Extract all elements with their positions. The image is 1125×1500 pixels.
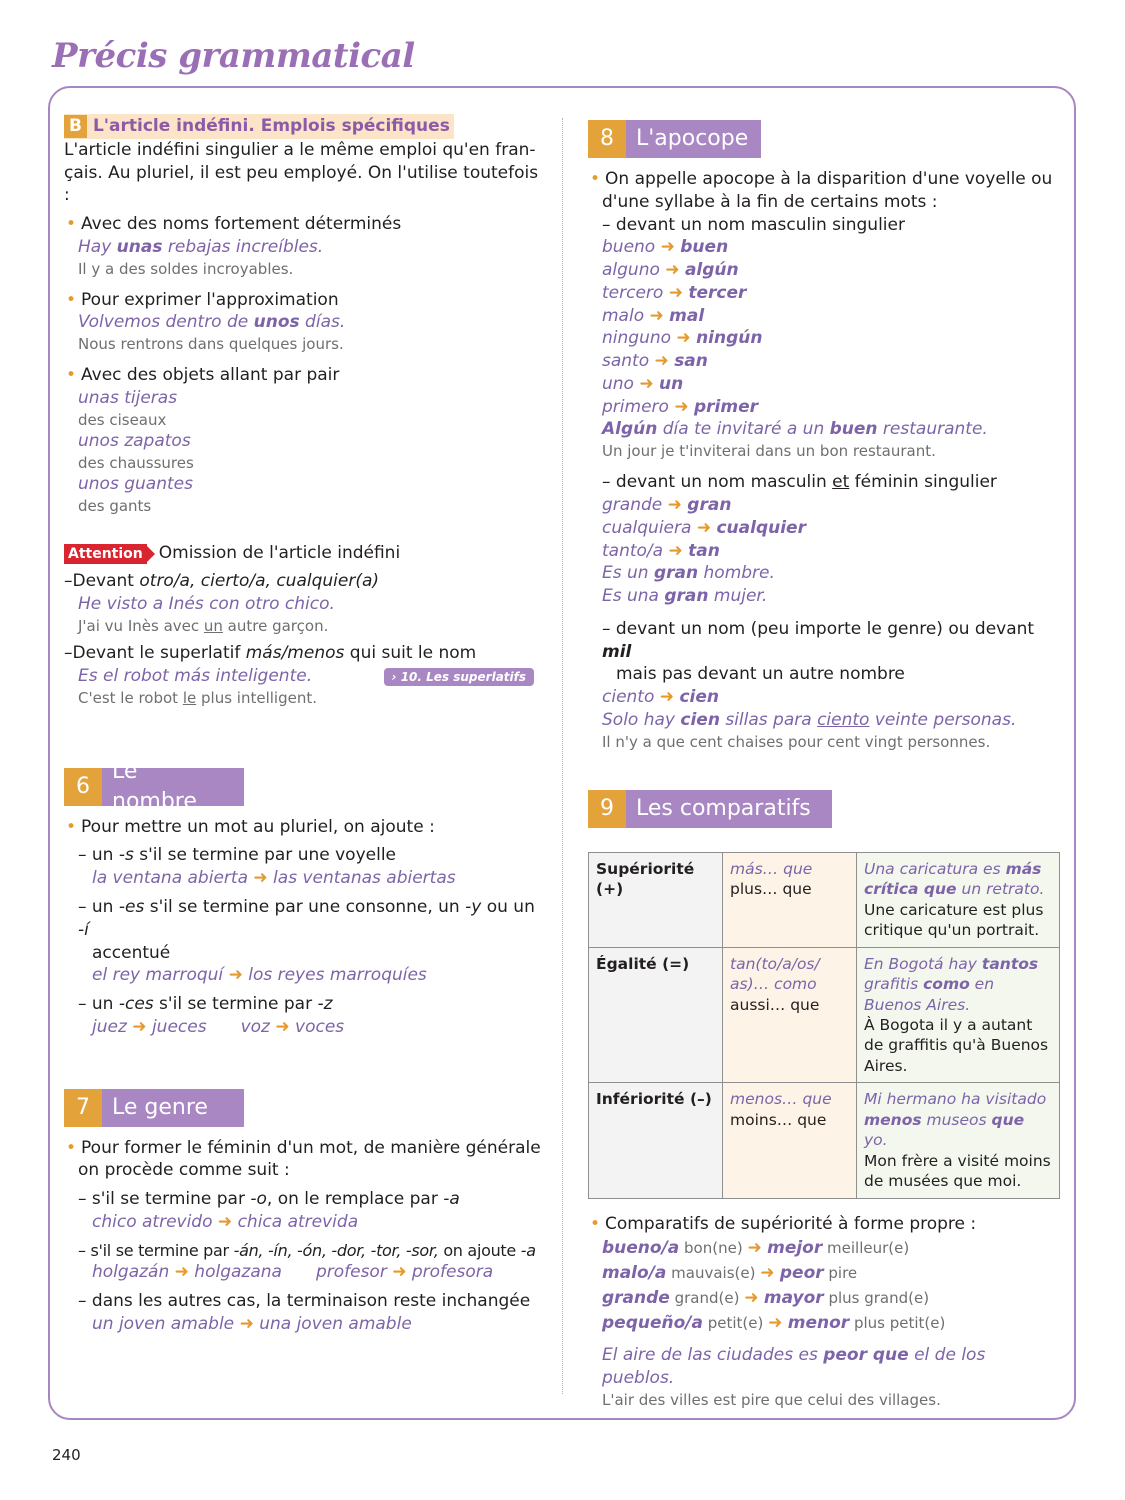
- comparative-form-row: [588, 1262, 1062, 1285]
- rule-line: – s'il se termine par -án, -ín, -ón, -dor, -tor, -sor, on ajoute -a: [78, 1240, 536, 1260]
- example-fr: À Bogota il y a autant de graffitis qu'à Buenos Aires.: [864, 1015, 1049, 1075]
- arrow-icon: ➜: [649, 305, 664, 326]
- example-es: Mi hermano ha visitado menos museos que yo.: [864, 1090, 1047, 1150]
- subsection-b-heading: [64, 114, 454, 139]
- arrow-icon: ➜: [668, 282, 683, 303]
- example-fr: Il n'y a que cent chaises pour cent vingt personnes.: [602, 732, 991, 751]
- intro-line: çais. Au pluriel, il est peu employé. On l'utilise toutefois :: [64, 162, 539, 206]
- section-title: Le nombre: [102, 768, 244, 806]
- form-es: grande: [602, 1287, 670, 1308]
- arrow-icon: ➜: [674, 396, 689, 417]
- page-number: 240: [52, 1446, 81, 1464]
- form-fr: grand(e): [669, 1288, 745, 1307]
- example-fr: Il y a des soldes incroyables.: [78, 259, 294, 278]
- form-fr: plus petit(e): [849, 1313, 946, 1332]
- example-es: un joven amable ➜ una joven amable: [92, 1313, 412, 1334]
- pair-short: primer: [693, 396, 758, 417]
- comparison-example: [857, 947, 1060, 1083]
- apocope-pair: [588, 259, 1062, 282]
- section-number: 6: [64, 768, 102, 806]
- form-fr: meilleur(e): [822, 1239, 910, 1258]
- arrow-icon: ➜: [665, 260, 680, 281]
- comparison-form: [723, 852, 857, 947]
- form-es: pequeño/a: [602, 1312, 703, 1333]
- section-title: L'apocope: [626, 120, 761, 158]
- example-es: Solo hay cien sillas para ciento veinte personas.: [602, 709, 1017, 730]
- example-es: Es una gran mujer.: [602, 586, 768, 607]
- pair-full: cualquiera: [602, 517, 692, 538]
- section-9-heading: [588, 790, 1062, 828]
- pair-short: ningún: [696, 328, 763, 349]
- form-es: tan(to/a/os/ as)… como: [730, 954, 820, 994]
- comparison-example: [857, 852, 1060, 947]
- arrow-icon: ➜: [654, 351, 669, 372]
- apocope-pairs-both: [588, 494, 1062, 562]
- apocope-pair: [588, 327, 1062, 350]
- form-es: menos… que: [730, 1090, 832, 1109]
- pair-full: uno: [602, 373, 634, 394]
- example-es: En Bogotá hay tantos grafitis como en Buenos Aires.: [864, 954, 1039, 1014]
- pair-short: buen: [680, 237, 729, 258]
- comparative-form-row: [588, 1237, 1062, 1260]
- example-es: ciento ➜ cien: [602, 687, 719, 708]
- section-number: 9: [588, 790, 626, 828]
- form-fr: bon(ne): [679, 1239, 748, 1258]
- rule-line: – devant un nom masculin singulier: [602, 214, 905, 235]
- pair-full: tercero: [602, 282, 664, 303]
- rule-bullet: • Avec des noms fortement déterminés: [64, 213, 542, 236]
- table-row: [589, 1083, 1060, 1198]
- example-fr: Mon frère a visité moins de musées que moi.: [864, 1151, 1051, 1191]
- subsection-title: L'article indéfini. Emplois spécifiques: [92, 116, 450, 136]
- apocope-pair: [588, 517, 1062, 540]
- form-fr: petit(e): [702, 1313, 769, 1332]
- example-fr: Un jour je t'inviterai dans un bon restaurant.: [602, 442, 936, 461]
- apocope-pair: [588, 236, 1062, 259]
- pair-short: tan: [688, 540, 720, 561]
- example-es: unas tijeras: [78, 388, 178, 409]
- comparative-form-row: [588, 1312, 1062, 1335]
- attention-box: [64, 542, 542, 565]
- pair-short: tercer: [688, 282, 747, 303]
- form-es: más… que: [730, 859, 813, 878]
- example-fr: L'air des villes est pire que celui des villages.: [602, 1390, 941, 1409]
- comparatifs-table: [588, 852, 1060, 1199]
- section-title: Le genre: [102, 1089, 244, 1127]
- pair-short: san: [674, 351, 708, 372]
- form-es: peor: [779, 1263, 824, 1284]
- rule-line: – dans les autres cas, la terminaison reste inchangée: [78, 1290, 531, 1311]
- example-fr: des gants: [78, 496, 152, 515]
- pair-full: santo: [602, 351, 650, 372]
- rule-line: accentué: [92, 942, 171, 963]
- attention-rule: –Devant otro/a, cierto/a, cualquier(a): [64, 571, 380, 592]
- table-row: [589, 947, 1060, 1083]
- rule-line: – devant un nom masculin et féminin singulier: [602, 472, 997, 493]
- form-fr: pire: [823, 1264, 858, 1283]
- form-es: mayor: [763, 1287, 824, 1308]
- comparison-type: Supériorité (+): [589, 852, 723, 947]
- pair-short: cualquier: [716, 517, 806, 538]
- example-fr: Une caricature est plus critique qu'un portrait.: [864, 900, 1044, 940]
- example-fr: des ciseaux: [78, 410, 167, 429]
- right-column: [588, 120, 1062, 1410]
- example-fr: Nous rentrons dans quelques jours.: [78, 335, 344, 354]
- example-es: El aire de las ciudades es peor que el de los pueblos.: [602, 1345, 986, 1389]
- table-row: [589, 852, 1060, 947]
- example-fr: des chaussures: [78, 453, 194, 472]
- page-title: Précis grammatical: [52, 36, 415, 76]
- apocope-pair: [588, 396, 1062, 419]
- arrow-icon: ➜: [768, 1312, 783, 1333]
- example-es: unos guantes: [78, 473, 193, 494]
- example-es: Una caricatura es más crítica que un retrato.: [864, 859, 1045, 899]
- pair-full: grande: [602, 495, 663, 516]
- pair-full: alguno: [602, 260, 660, 281]
- attention-badge: Attention: [64, 544, 147, 565]
- comparison-example: [857, 1083, 1060, 1198]
- example-es: Volvemos dentro de unos días.: [78, 312, 346, 333]
- arrow-icon: ➜: [667, 495, 682, 516]
- comparison-type: Égalité (=): [589, 947, 723, 1083]
- example-es: unos zapatos: [78, 430, 191, 451]
- apocope-pair: [588, 494, 1062, 517]
- form-fr: moins… que: [730, 1110, 827, 1129]
- arrow-icon: ➜: [660, 237, 675, 258]
- rule-line: – s'il se termine par -o, on le remplace par -a: [78, 1189, 460, 1210]
- attention-rule: –Devant le superlatif más/menos qui suit le nom: [64, 643, 477, 664]
- example-es: Es un gran hombre.: [602, 563, 775, 584]
- left-column: [64, 114, 542, 1335]
- form-es: mejor: [767, 1238, 823, 1259]
- form-es: bueno/a: [602, 1238, 680, 1259]
- proper-comparatives: [588, 1237, 1062, 1334]
- arrow-icon: ➜: [760, 1263, 775, 1284]
- apocope-pair: [588, 305, 1062, 328]
- example-es: Hay unas rebajas increíbles.: [78, 236, 324, 257]
- intro-text: [64, 139, 542, 207]
- section-number: 7: [64, 1089, 102, 1127]
- pair-short: mal: [669, 305, 705, 326]
- rule-line: d'une syllabe à la fin de certains mots :: [602, 191, 938, 212]
- rule-line: – un -s s'il se termine par une voyelle: [78, 845, 396, 866]
- example-es: el rey marroquí ➜ los reyes marroquíes: [92, 965, 427, 986]
- example-es: Algún día te invitaré a un buen restaurante.: [602, 419, 988, 440]
- pair-short: gran: [687, 495, 732, 516]
- pair-full: ninguno: [602, 328, 672, 349]
- form-fr: plus grand(e): [823, 1288, 930, 1307]
- example-fr: C'est le robot le plus intelligent.: [78, 688, 317, 707]
- intro-line: L'article indéfini singulier a le même emploi qu'en fran-: [64, 139, 536, 160]
- example-es: chico atrevido ➜ chica atrevida: [92, 1211, 359, 1232]
- rule-line: – devant un nom (peu importe le genre) ou devant mil: [602, 618, 1035, 662]
- rule-bullet: • Comparatifs de supériorité à forme propre :: [588, 1213, 1062, 1236]
- rule-line: – un -es s'il se termine par une consonne, un -y ou un -í: [78, 896, 535, 940]
- example-es: Es el robot más inteligente. › 10. Les superlatifs: [64, 665, 542, 688]
- pair-full: tanto/a: [602, 540, 664, 561]
- form-fr: aussi… que: [730, 995, 820, 1014]
- rule-bullet: • Pour former le féminin d'un mot, de manière générale: [64, 1137, 542, 1160]
- apocope-pair: [588, 540, 1062, 563]
- pair-full: malo: [602, 305, 645, 326]
- rule-bullet: • On appelle apocope à la disparition d'une voyelle ou: [588, 168, 1062, 191]
- arrow-icon: ➜: [696, 517, 712, 538]
- pair-full: primero: [602, 396, 669, 417]
- arrow-icon: ➜: [639, 373, 654, 394]
- apocope-pair: [588, 373, 1062, 396]
- example-es: holgazán ➜ holgazana profesor ➜ profesora: [92, 1262, 494, 1283]
- column-divider: [562, 118, 563, 1394]
- pair-short: algún: [684, 260, 739, 281]
- section-7-heading: [64, 1089, 542, 1127]
- form-es: menor: [787, 1312, 850, 1333]
- comparison-form: [723, 1083, 857, 1198]
- rule-line: mais pas devant un autre nombre: [616, 664, 905, 685]
- comparison-form: [723, 947, 857, 1083]
- rule-bullet: • Pour exprimer l'approximation: [64, 289, 542, 312]
- example-es: He visto a Inés con otro chico.: [78, 594, 335, 615]
- superlatifs-reference-link[interactable]: › 10. Les superlatifs: [384, 668, 534, 686]
- example-es: juez ➜ jueces voz ➜ voces: [92, 1016, 345, 1037]
- section-number: 8: [588, 120, 626, 158]
- subsection-letter: B: [64, 115, 87, 138]
- section-6-heading: [64, 759, 542, 814]
- arrow-icon: ➜: [744, 1287, 759, 1308]
- section-title: Les comparatifs: [626, 790, 832, 828]
- example-es: la ventana abierta ➜ las ventanas abiertas: [92, 868, 456, 889]
- apocope-pair: [588, 350, 1062, 373]
- rule-line: – un -ces s'il se termine par -z: [78, 994, 333, 1015]
- apocope-pairs-masculine: [588, 236, 1062, 418]
- pair-full: bueno: [602, 237, 656, 258]
- rule-bullet: • Avec des objets allant par pair: [64, 364, 542, 387]
- attention-title: Omission de l'article indéfini: [158, 542, 401, 563]
- comparative-form-row: [588, 1287, 1062, 1310]
- arrow-icon: ➜: [676, 328, 691, 349]
- section-8-heading: [588, 120, 1062, 158]
- comparison-type: Infériorité (–): [589, 1083, 723, 1198]
- rule-line: on procède comme suit :: [78, 1160, 290, 1181]
- apocope-pair: [588, 282, 1062, 305]
- form-fr: mauvais(e): [666, 1264, 761, 1283]
- arrow-icon: ➜: [668, 540, 683, 561]
- form-es: malo/a: [602, 1263, 667, 1284]
- form-fr: plus… que: [730, 880, 812, 899]
- arrow-icon: ➜: [747, 1238, 762, 1259]
- pair-short: un: [659, 373, 684, 394]
- example-fr: J'ai vu Inès avec un autre garçon.: [78, 616, 329, 635]
- rule-bullet: • Pour mettre un mot au pluriel, on ajoute :: [64, 816, 542, 839]
